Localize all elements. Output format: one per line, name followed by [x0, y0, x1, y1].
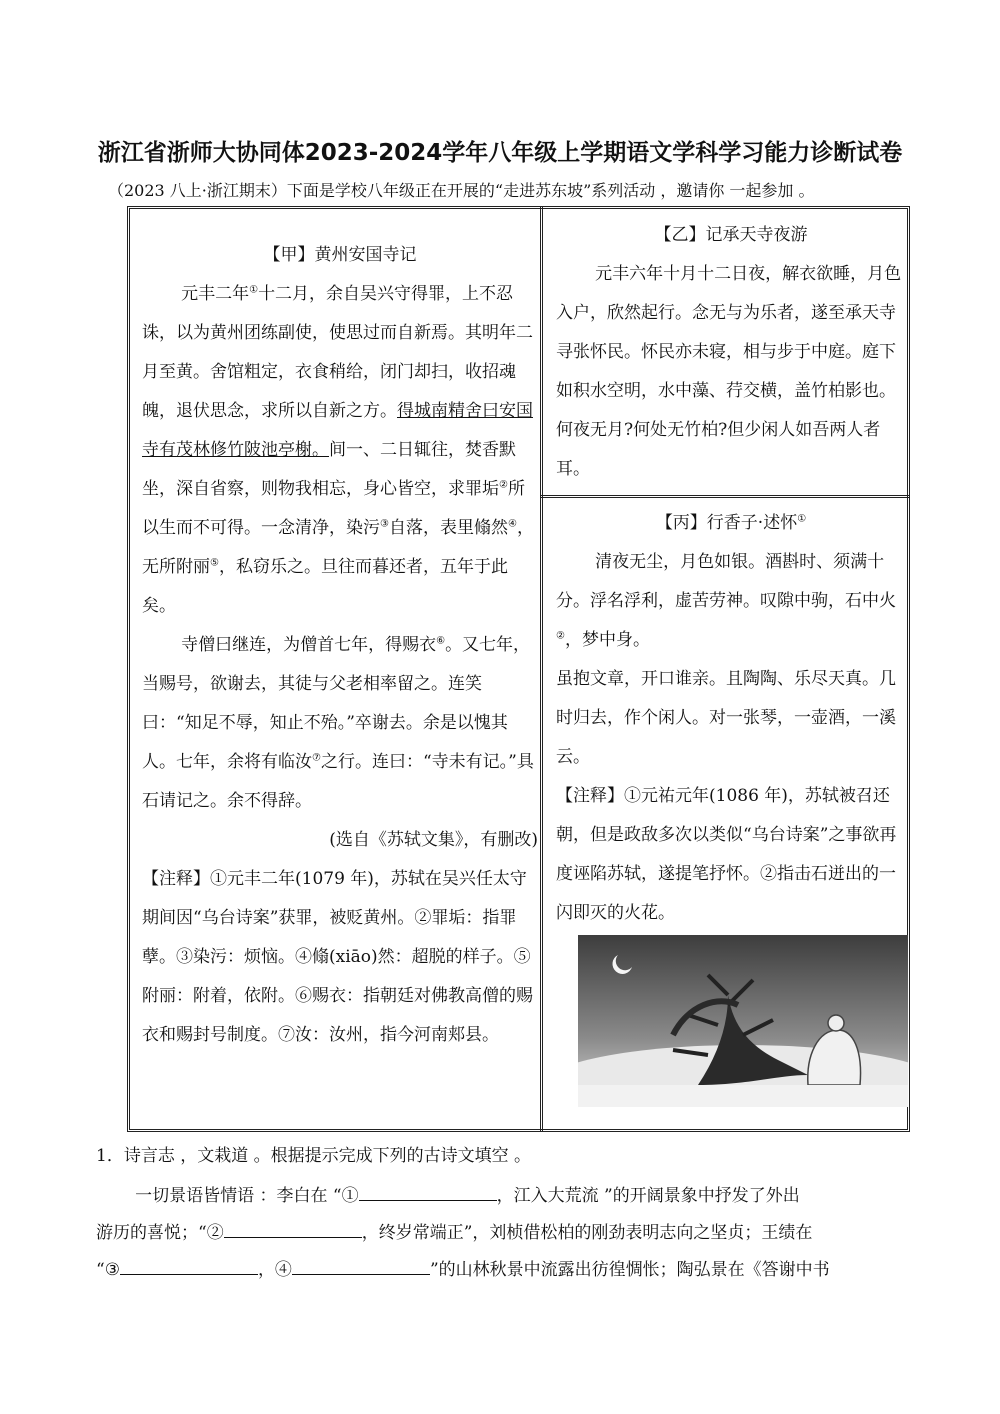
bing-heading: 【丙】行香子·述怀①	[655, 513, 807, 533]
poet-moon-illustration	[578, 935, 908, 1107]
question-line-1: 一切景语皆情语 ：李白在 “① ，江入大荒流 ”的开阔景象中抒发了外出	[96, 1178, 916, 1215]
yi-text: 元丰六年十月十二日夜，解衣欲睡，月色入户，欣然起行。念无与为乐者，遂至承天寺寻张怀民。怀民亦未寝，相与步于中庭。庭下如积水空明，水中藻、荇交横，盖竹柏影也。何夜无月?何处无竹柏?但少闲人如吾两人者耳。	[556, 264, 902, 479]
bing-notes: 【注释】①元祐元年(1086 年)，苏轼被召还朝，但是政敌多次以类似“乌台诗案”之事欲再度诬陷苏轼，遂提笔抒怀。②指击石迸出的一闪即灭的火花。	[556, 786, 897, 923]
jia-source: (选自《苏轼文集》，有删改)	[329, 830, 538, 850]
jia-heading: 【甲】黄州安国寺记	[263, 245, 417, 265]
jia-notes: 【注释】①元丰二年(1079 年)，苏轼在吴兴任太守期间因“乌台诗案”获罪，被贬黄州。②罪垢：指罪孽。③染污：烦恼。④翛(xiāo)然：超脱的样子。⑤附丽：附着，依附。⑥赐衣：指朝廷对佛教高僧的赐衣和赐封号制度。⑦汝：汝州，指今河南郏县。	[142, 869, 533, 1045]
bing-stanza-2: 虽抱文章，开口谁亲。且陶陶、乐尽天真。几时归去，作个闲人。对一张琴，一壶酒，一溪云。	[556, 669, 896, 767]
bing-stanza-1: 清夜无尘，月色如银。酒斟时、须满十分。浮名浮利，虚苦劳神。叹隙中驹，石中火②，梦中身。	[556, 552, 896, 650]
row-divider	[540, 495, 910, 498]
ink-painting-image	[578, 935, 908, 1107]
underlined-sentence: 得城南精舍曰安国寺有茂林修竹陂池亭榭。	[142, 401, 533, 460]
column-divider	[540, 206, 543, 1132]
question-1	[96, 1138, 916, 1289]
blank-3[interactable]	[120, 1254, 258, 1275]
yi-heading: 【乙】记承天寺夜游	[654, 225, 808, 245]
intro-text: （2023 八上·浙江期末）下面是学校八年级正在开展的“走进苏东坡”系列活动 ，邀请你 一起参加 。	[108, 181, 815, 200]
blank-1[interactable]	[359, 1180, 497, 1201]
jia-paragraph-2: 寺僧曰继连，为僧首七年，得赐衣⑥。又七年，当赐号，欲谢去，其徒与父老相率留之。连笑曰：“知足不辱，知止不殆。”卒谢去。余是以愧其人。七年，余将有临汝⑦之行。连曰：“寺未有记。”具石请记之。余不得辞。	[142, 635, 534, 811]
passage-bing	[556, 504, 906, 933]
question-line-3: “③ ，④ ”的山林秋景中流露出彷徨惆怅；陶弘景在《答谢中书	[96, 1252, 916, 1289]
question-stem: 1．诗言志 ，文栽道 。根据提示完成下列的古诗文填空 。	[96, 1146, 532, 1166]
blank-2[interactable]	[224, 1217, 362, 1238]
passage-yi	[556, 216, 906, 489]
question-line-2: 游历的喜悦；“② ，终岁常端正”，刘桢借松柏的刚劲表明志向之坚贞；王绩在	[96, 1215, 916, 1252]
passage-jia	[142, 236, 538, 1055]
page-title: 浙江省浙师大协同体2023-2024学年八年级上学期语文学科学习能力诊断试卷	[97, 140, 903, 166]
jia-paragraph-1: 元丰二年①十二月，余自吴兴守得罪，上不忍诛，以为黄州团练副使，使思过而自新焉。其明年二月至黄。舍馆粗定，衣食稍给，闭门却扫，收招魂魄，退伏思念，求所以自新之方。得城南精舍曰安国寺有茂林修竹陂池亭榭。间一、二日辄往，焚香默坐，深自省察，则物我相忘，身心皆空，求罪垢②所以生而不可得。一念清净，染污③自落，表里翛然④，无所附丽⑤，私窃乐之。旦往而暮还者，五年于此矣。	[142, 284, 534, 616]
blank-4[interactable]	[292, 1254, 430, 1275]
